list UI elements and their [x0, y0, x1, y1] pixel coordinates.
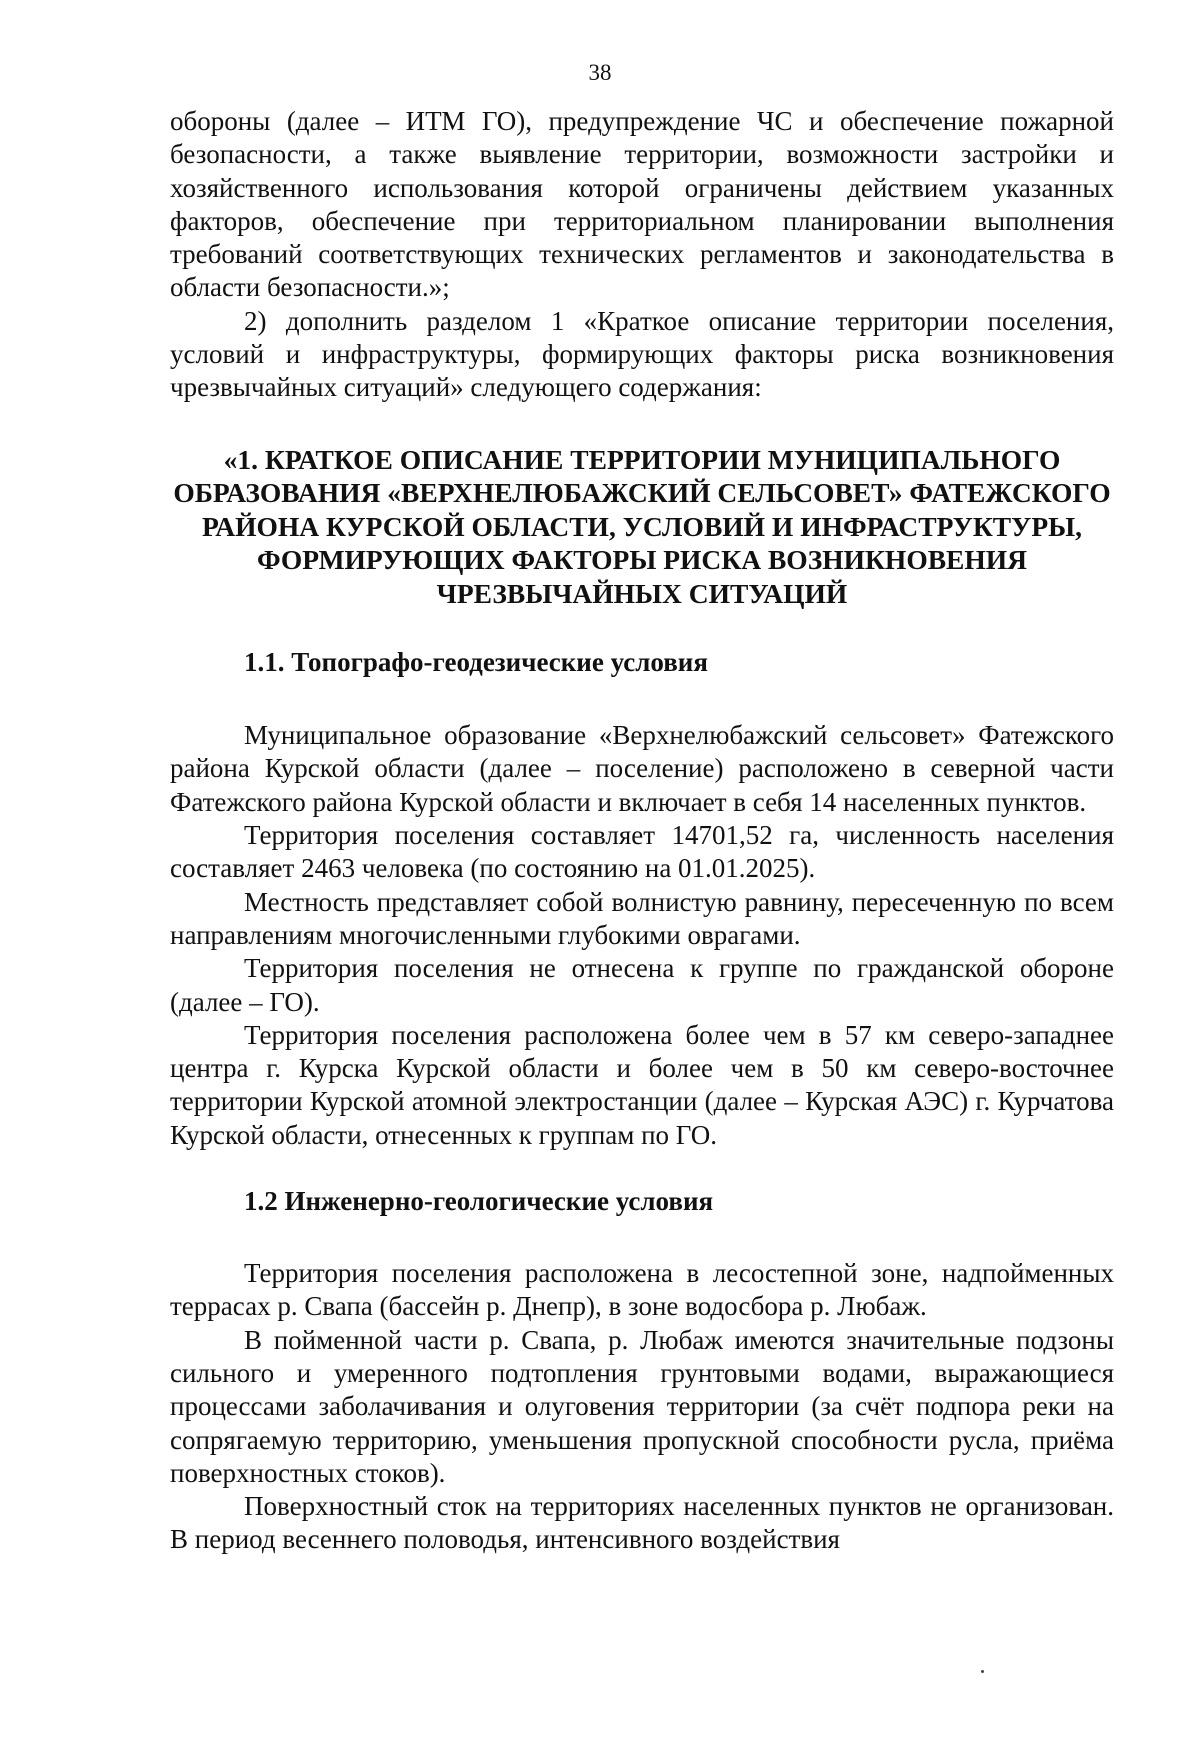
section-1-1-paragraph-1: Муниципальное образование «Верхнелюбажский сельсовет» Фатежского района Курской области (далее – поселение) расположено в северной части Фатежского района Курской области и включает в себя 14 населенных пунктов. [170, 720, 1114, 817]
section-1-2-paragraph-3: Поверхностный сток на территориях населенных пунктов не организован. В период весеннего половодья, интенсивного воздействия [170, 1491, 1114, 1555]
document-body [170, 105, 1114, 1557]
intro-paragraph-1: обороны (далее – ИТМ ГО), предупреждение ЧС и обеспечение пожарной безопасности, а также выявление территории, возможности застройки и хозяйственного использования которой ограничены действием указанных факторов, обеспечение при территориальном планировании выполнения требований соответствующих технических регламентов и законодательства в области безопасности.»; [170, 106, 1114, 303]
page-number: 38 [588, 60, 612, 85]
section-1-1-paragraph-4: Территория поселения не отнесена к группе по гражданской обороне (далее – ГО). [170, 953, 1114, 1017]
section-1-1-paragraph-2: Территория поселения составляет 14701,52 га, численность населения составляет 2463 человека (по состоянию на 01.01.2025). [170, 820, 1114, 884]
section-1-1-title: 1.1. Топографо-геодезические условия [244, 647, 708, 678]
section-1-1-paragraph-3: Местность представляет собой волнистую равнину, пересеченную по всем направлениям многочисленными глубокими оврагами. [170, 886, 1114, 950]
section-1-1-paragraph-5: Территория поселения расположена более чем в 57 км северо-западнее центра г. Курска Курской области и более чем в 50 км северо-восточнее территории Курской атомной электростанции (далее – Курская АЭС) г. Курчатова Курской области, отнесенных к группам по ГО. [170, 1019, 1114, 1150]
intro-paragraph-2: 2) дополнить разделом 1 «Краткое описание территории поселения, условий и инфраструктуры, формирующих факторы риска возникновения чрезвычайных ситуаций» следующего содержания: [170, 305, 1114, 403]
section-1-2-paragraph-2: В пойменной части р. Свапа, р. Любаж имеются значительные подзоны сильного и умеренного подтопления грунтовыми водами, выражающиеся процессами заболачивания и олуговения территории (за счёт подпора реки на сопрягаемую территорию, уменьшения пропускной способности русла, приёма поверхностных стоков). [170, 1324, 1114, 1488]
main-section-heading: «1. КРАТКОЕ ОПИСАНИЕ ТЕРРИТОРИИ МУНИЦИПАЛЬНОГО ОБРАЗОВАНИЯ «ВЕРХНЕЛЮБАЖСКИЙ СЕЛЬСОВЕТ» ФАТЕЖСКОГО РАЙОНА КУРСКОЙ ОБЛАСТИ, УСЛОВИЙ И ИНФРАСТРУКТУРЫ, ФОРМИРУЮЩИХ ФАКТОРЫ РИСКА ВОЗНИКНОВЕНИЯ ЧРЕЗВЫЧАЙНЫХ СИТУАЦИЙ [173, 443, 1111, 609]
scan-speck [981, 1670, 984, 1673]
section-1-2-title: 1.2 Инженерно-геологические условия [244, 1186, 714, 1217]
section-1-2-paragraph-1: Территория поселения расположена в лесостепной зоне, надпойменных террасах р. Свапа (бассейн р. Днепр), в зоне водосбора р. Любаж. [170, 1258, 1114, 1322]
